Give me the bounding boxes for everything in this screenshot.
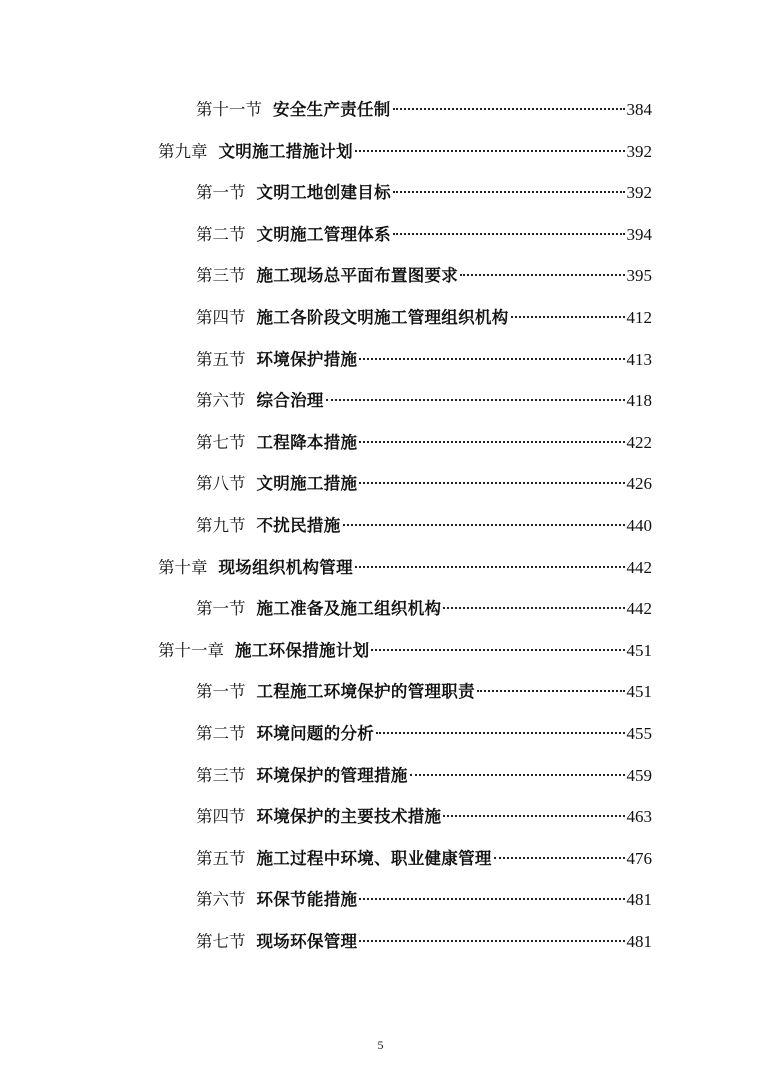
dot-leader bbox=[511, 316, 625, 318]
toc-entry-title: 综合治理 bbox=[256, 391, 324, 411]
toc-entry-page: 451 bbox=[626, 640, 652, 660]
toc-entry-title: 文明施工管理体系 bbox=[256, 224, 391, 244]
toc-entry-page: 395 bbox=[626, 266, 652, 286]
toc-section-entry bbox=[196, 220, 652, 250]
toc-entry-label: 第九节 bbox=[196, 516, 246, 535]
toc-section-entry bbox=[196, 761, 652, 791]
toc-entry-label: 第十一节 bbox=[196, 100, 262, 119]
toc-entry-page: 459 bbox=[626, 765, 652, 785]
dot-leader bbox=[359, 358, 624, 360]
dot-leader bbox=[371, 649, 624, 651]
dot-leader bbox=[393, 108, 625, 110]
toc-section-entry bbox=[196, 345, 652, 375]
toc-entry-label: 第五节 bbox=[196, 848, 246, 868]
dot-leader bbox=[477, 690, 625, 692]
toc-entry-title: 环境保护的主要技术措施 bbox=[256, 807, 442, 827]
dot-leader bbox=[393, 233, 625, 235]
toc-entry-title: 施工现场总平面布置图要求 bbox=[256, 266, 459, 286]
toc-entry-label: 第一节 bbox=[196, 183, 246, 203]
toc-section-entry bbox=[196, 677, 652, 707]
toc-entry-title: 安全生产责任制 bbox=[273, 100, 391, 119]
toc-entry-page: 451 bbox=[626, 682, 652, 702]
toc-entry-label: 第三节 bbox=[196, 765, 246, 785]
toc-entry-page: 426 bbox=[626, 474, 652, 494]
toc-entry-page: 394 bbox=[626, 224, 652, 244]
dot-leader bbox=[460, 274, 624, 276]
toc-entry-page: 442 bbox=[626, 599, 652, 619]
toc-section-entry bbox=[196, 303, 652, 333]
toc-entry-label: 第八节 bbox=[196, 474, 246, 494]
page-number-footer: 5 bbox=[377, 1038, 384, 1052]
dot-leader bbox=[359, 441, 624, 443]
toc-entry-title: 文明工地创建目标 bbox=[256, 183, 391, 203]
toc-entry-label: 第十章 bbox=[158, 557, 208, 577]
toc-entry-page: 392 bbox=[626, 141, 652, 161]
toc-entry-page: 463 bbox=[626, 807, 652, 827]
toc-entry-page: 422 bbox=[626, 432, 652, 452]
toc-section-entry bbox=[196, 844, 652, 874]
dot-leader bbox=[443, 607, 624, 609]
toc-entry-label: 第四节 bbox=[196, 308, 246, 327]
toc-section-entry bbox=[196, 594, 652, 624]
dot-leader bbox=[355, 150, 625, 152]
dot-leader bbox=[326, 399, 625, 401]
toc-entry-label: 第九章 bbox=[158, 141, 208, 161]
toc-chapter-entry bbox=[158, 636, 652, 666]
dot-leader bbox=[359, 482, 624, 484]
toc-entry-title: 环境保护措施 bbox=[256, 349, 358, 369]
dot-leader bbox=[359, 898, 624, 900]
toc-chapter-entry bbox=[158, 137, 652, 167]
toc-section-entry bbox=[196, 802, 652, 832]
toc-entry-title: 施工各阶段文明施工管理组织机构 bbox=[256, 308, 509, 327]
toc-entry-page: 455 bbox=[626, 724, 652, 743]
toc-entry-title: 不扰民措施 bbox=[256, 516, 341, 535]
toc-entry-page: 392 bbox=[626, 183, 652, 203]
dot-leader bbox=[376, 732, 624, 734]
toc-entry-page: 442 bbox=[626, 557, 652, 577]
toc-entry-title: 工程施工环境保护的管理职责 bbox=[256, 682, 475, 702]
dot-leader bbox=[355, 566, 625, 568]
toc-entry-label: 第三节 bbox=[196, 266, 246, 286]
toc-section-entry bbox=[196, 261, 652, 291]
toc-entry-title: 文明施工措施 bbox=[256, 474, 358, 494]
toc-section-entry bbox=[196, 927, 652, 957]
dot-leader bbox=[359, 940, 624, 942]
toc-entry-title: 现场组织机构管理 bbox=[218, 557, 353, 577]
toc-entry-label: 第七节 bbox=[196, 432, 246, 452]
toc-section-entry bbox=[196, 95, 652, 125]
dot-leader bbox=[343, 524, 625, 526]
toc-entry-page: 413 bbox=[626, 349, 652, 369]
toc-entry-label: 第二节 bbox=[196, 224, 246, 244]
dot-leader bbox=[494, 857, 625, 859]
toc-entry-label: 第二节 bbox=[196, 724, 246, 743]
toc-entry-label: 第六节 bbox=[196, 890, 246, 910]
toc-section-entry bbox=[196, 386, 652, 416]
toc-entry-title: 工程降本措施 bbox=[256, 432, 358, 452]
toc-entry-title: 现场环保管理 bbox=[256, 932, 358, 951]
toc-entry-label: 第十一章 bbox=[158, 640, 224, 660]
toc-entry-label: 第六节 bbox=[196, 391, 246, 411]
toc-section-entry bbox=[196, 178, 652, 208]
toc-section-entry bbox=[196, 719, 652, 749]
toc-entry-page: 418 bbox=[626, 391, 652, 411]
toc-entry-title: 施工准备及施工组织机构 bbox=[256, 599, 442, 619]
toc-entry-title: 环境问题的分析 bbox=[256, 724, 375, 743]
toc-entry-title: 环境保护的管理措施 bbox=[256, 765, 408, 785]
toc-section-entry bbox=[196, 428, 652, 458]
toc-section-entry bbox=[196, 885, 652, 915]
toc-section-entry bbox=[196, 469, 652, 499]
toc-entry-page: 412 bbox=[626, 308, 652, 327]
toc-entry-title: 环保节能措施 bbox=[256, 890, 358, 910]
toc-entry-page: 384 bbox=[626, 100, 652, 119]
toc-entry-title: 文明施工措施计划 bbox=[218, 141, 353, 161]
dot-leader bbox=[393, 191, 625, 193]
toc-entry-label: 第五节 bbox=[196, 349, 246, 369]
dot-leader bbox=[443, 815, 624, 817]
toc-entry-title: 施工过程中环境、职业健康管理 bbox=[256, 848, 492, 868]
toc-entry-label: 第一节 bbox=[196, 682, 246, 702]
toc-entry-label: 第一节 bbox=[196, 599, 246, 619]
toc-entry-label: 第四节 bbox=[196, 807, 246, 827]
dot-leader bbox=[410, 774, 625, 776]
toc-entry-label: 第七节 bbox=[196, 932, 246, 951]
toc-entry-page: 440 bbox=[626, 516, 652, 535]
toc-entry-title: 施工环保措施计划 bbox=[235, 640, 370, 660]
toc-section-entry bbox=[196, 511, 652, 541]
toc-entry-page: 481 bbox=[626, 932, 652, 951]
toc-entry-page: 476 bbox=[626, 848, 652, 868]
toc-chapter-entry bbox=[158, 553, 652, 583]
toc-entry-page: 481 bbox=[626, 890, 652, 910]
